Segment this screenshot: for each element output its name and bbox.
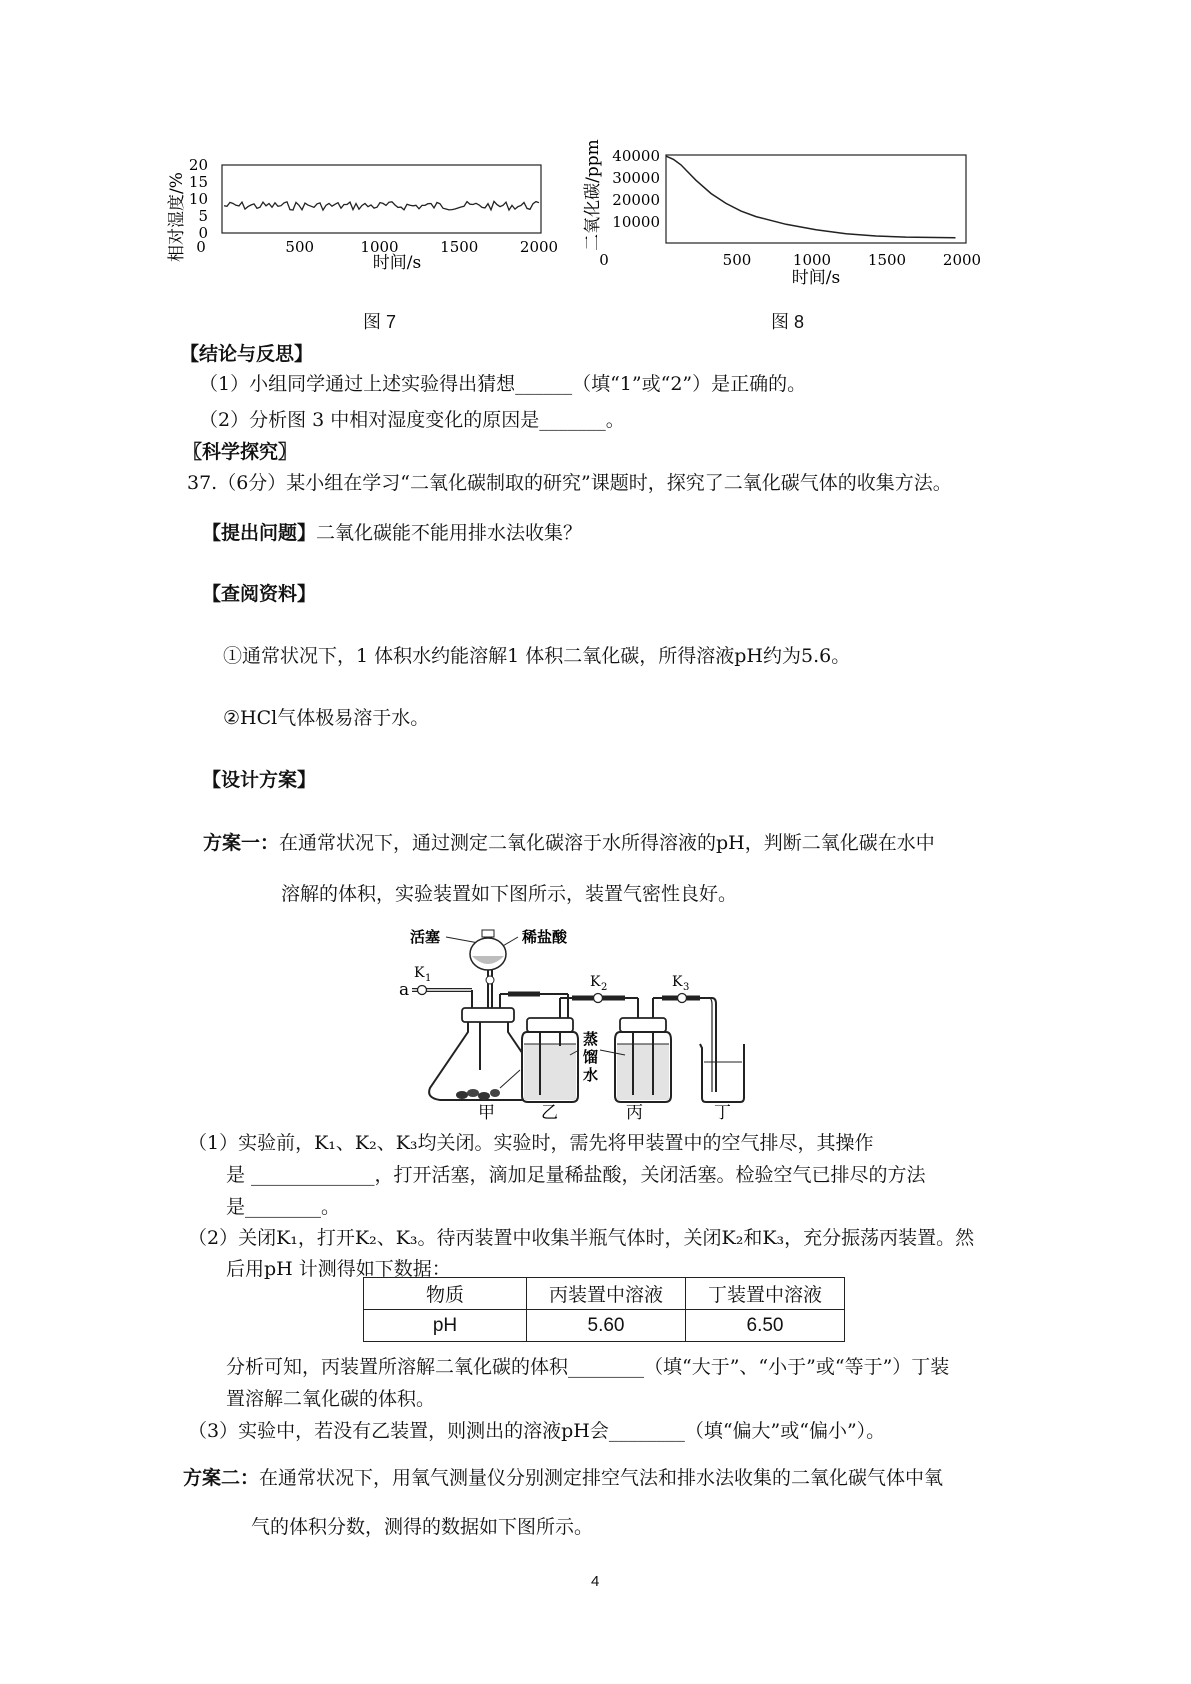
k3-subscript: 3 <box>683 982 690 993</box>
fig8-ylabel: 二氧化碳/ppm <box>583 139 603 251</box>
stage-label-yi: 乙 <box>541 1103 558 1123</box>
fig7-caption: 图 7 <box>363 312 397 332</box>
fig8-x-tick-label: 0 <box>599 251 609 269</box>
fig7-y-tick-labels <box>189 156 208 242</box>
sub-question-2-line-4: 置溶解二氧化碳的体积。 <box>226 1388 436 1410</box>
fig8-y-tick-label: 40000 <box>612 147 660 165</box>
k2-valve <box>594 994 603 1003</box>
table-header-cell: 丙装置中溶液 <box>527 1278 686 1310</box>
fig8-x-tick-label: 500 <box>722 251 752 269</box>
table-header-cell: 物质 <box>364 1278 527 1310</box>
fig8-co2-curve <box>666 156 956 238</box>
plan1-line-2: 溶解的体积，实验装置如下图所示，装置气密性良好。 <box>281 883 738 905</box>
sub-question-2-line-1: （2）关闭K₁，打开K₂、K₃。待丙装置中收集半瓶气体时，关闭K₂和K₃，充分振荡丙装置。然 <box>188 1227 975 1249</box>
fig8-y-tick-label: 30000 <box>612 169 660 187</box>
wash-bottle-yi <box>522 1018 578 1102</box>
table-cell: 6.50 <box>686 1310 845 1342</box>
ref-item-1: ①通常状况下，1 体积水约能溶解1 体积二氧化碳，所得溶液pH约为5.6。 <box>223 645 851 667</box>
figure-7-chart <box>167 156 570 290</box>
k3-label: K <box>672 974 683 990</box>
fig7-ylabel: 相对湿度/% <box>167 172 187 262</box>
water-label-3: 水 <box>583 1066 599 1084</box>
fig7-y-tick-label: 20 <box>188 156 208 174</box>
table-header-cell: 丁装置中溶液 <box>686 1278 845 1310</box>
fig7-y-tick-label: 5 <box>198 207 208 225</box>
fig7-plot-frame <box>222 165 541 233</box>
ref-heading: 【查阅资料】 <box>202 583 317 605</box>
sub-question-3: （3）实验中，若没有乙装置，则测出的溶液pH会________（填“偏大”或“偏小”）。 <box>188 1420 886 1442</box>
fig7-y-tick-label: 0 <box>198 224 208 242</box>
wash-bottle-bing <box>615 1018 671 1102</box>
k2-subscript: 2 <box>601 982 608 993</box>
plan1-line-1 <box>203 830 935 856</box>
fig8-caption: 图 8 <box>771 312 805 332</box>
plan2-label: 方案二： <box>183 1467 260 1489</box>
fig8-x-tick-label: 1000 <box>792 251 832 269</box>
stopcock-label: 活塞 <box>410 928 441 946</box>
water-label-2: 馏 <box>583 1048 599 1066</box>
water-label-1: 蒸 <box>583 1030 599 1048</box>
apparatus-diagram <box>399 920 820 1123</box>
k1-valve <box>418 986 427 995</box>
sub-question-1-line-2: 是 _____________，打开活塞，滴加足量稀盐酸，关闭活塞。检验空气已排尽的方法 <box>226 1164 926 1186</box>
conclusion-heading: 【结论与反思】 <box>180 343 314 365</box>
question-1: （1）小组同学通过上述实验得出猜想______（填“1”或“2”）是正确的。 <box>199 373 807 395</box>
stage-label-bing: 丙 <box>626 1103 643 1123</box>
science-heading: 〖科学探究〗 <box>183 441 298 463</box>
k2-label: K <box>590 974 601 990</box>
fig8-x-tick-label: 2000 <box>942 251 982 269</box>
ask-heading: 【提出问题】 <box>202 522 317 544</box>
sub-question-2-line-3: 分析可知，丙装置所溶解二氧化碳的体积________（填“大于”、“小于”或“等于”）丁装 <box>226 1356 950 1378</box>
fig8-y-tick-label: 10000 <box>612 213 660 231</box>
figure-8-chart <box>583 139 1008 288</box>
fig8-y-tick-label: 20000 <box>612 191 660 209</box>
design-heading: 【设计方案】 <box>202 769 317 791</box>
fig7-x-tick-label: 1000 <box>360 238 399 256</box>
ask-line <box>202 520 582 546</box>
ph-data-table <box>363 1277 845 1342</box>
acid-label: 稀盐酸 <box>522 928 568 946</box>
fig8-xlabel: 时间/s <box>791 268 841 288</box>
question-37: 37.（6分）某小组在学习“二氧化碳制取的研究”课题时，探究了二氧化碳气体的收集方法。 <box>187 472 952 494</box>
table-row <box>364 1310 845 1342</box>
fig8-x-tick-labels <box>599 251 981 269</box>
sub-question-2-line-2: 后用pH 计测得如下数据： <box>226 1258 451 1280</box>
k3-valve <box>678 994 687 1003</box>
fig7-y-tick-label: 10 <box>188 190 208 208</box>
beaker-ding <box>700 1044 744 1102</box>
fig7-x-tick-label: 2000 <box>519 238 559 256</box>
fig7-humidity-line <box>224 201 539 210</box>
fig8-y-tick-labels <box>612 147 660 231</box>
fig7-y-tick-label: 15 <box>188 173 208 191</box>
fig7-xlabel: 时间/s <box>372 253 422 273</box>
stage-label-ding: 丁 <box>714 1103 731 1123</box>
sub-question-1-line-3: 是________。 <box>226 1196 341 1218</box>
sub-question-1-line-1: （1）实验前，K₁、K₂、K₃均关闭。实验时，需先将甲装置中的空气排尽，其操作 <box>188 1132 874 1154</box>
fig7-x-tick-label: 1500 <box>440 238 479 256</box>
stage-label-jia: 甲 <box>478 1103 495 1123</box>
question-2: （2）分析图 3 中相对湿度变化的原因是_______。 <box>199 409 625 431</box>
table-cell: pH <box>364 1310 527 1342</box>
inlet-a-label: a <box>399 980 410 1000</box>
ask-text: 二氧化碳能不能用排水法收集？ <box>316 522 583 544</box>
ref-item-2: ②HCl气体极易溶于水。 <box>223 707 430 729</box>
plan2-text-1: 在通常状况下，用氧气测量仪分别测定排空气法和排水法收集的二氧化碳气体中氧 <box>259 1467 944 1489</box>
table-header-row <box>364 1278 845 1310</box>
page-number: 4 <box>591 1573 600 1590</box>
fig8-x-tick-label: 1500 <box>867 251 907 269</box>
fig7-x-tick-label: 0 <box>196 238 206 256</box>
plan2-line-1 <box>183 1465 943 1491</box>
fig7-x-tick-label: 500 <box>285 238 315 256</box>
plan2-line-2: 气的体积分数，测得的数据如下图所示。 <box>251 1516 594 1538</box>
plan1-label: 方案一： <box>203 832 280 854</box>
k1-subscript: 1 <box>425 973 432 984</box>
table-cell: 5.60 <box>527 1310 686 1342</box>
k1-label: K <box>414 965 425 981</box>
plan1-text-1: 在通常状况下，通过测定二氧化碳溶于水所得溶液的pH，判断二氧化碳在水中 <box>279 832 935 854</box>
